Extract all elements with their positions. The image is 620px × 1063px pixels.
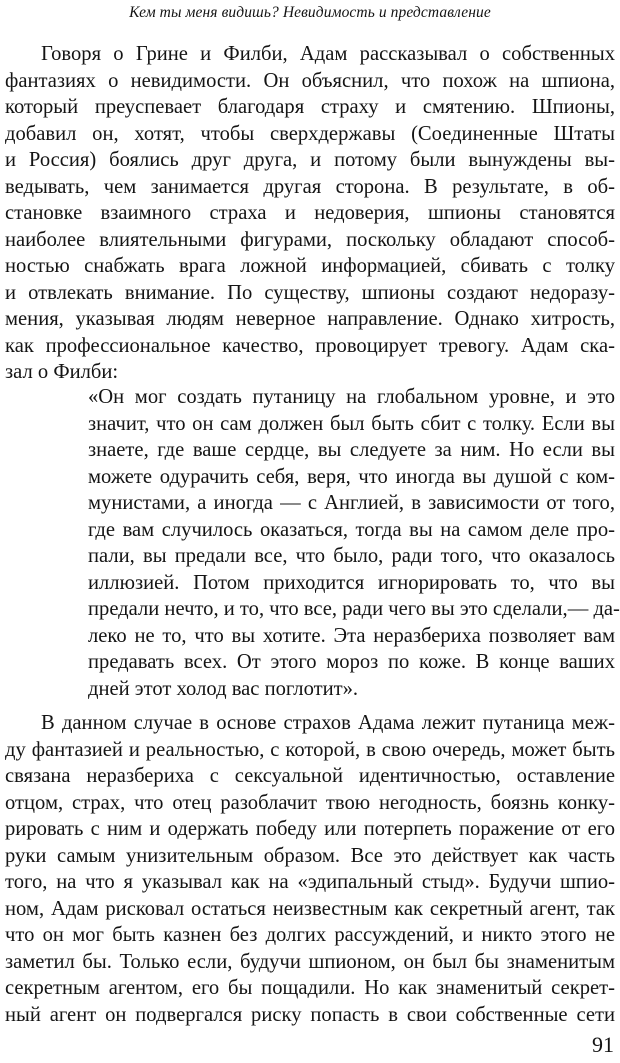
quote-line: предавать всех. От этого мороз по коже. В конце ваших <box>88 651 615 673</box>
quote-line: «Он мог создать путаницу на глобальном уровне, и это <box>88 386 615 408</box>
page-number: 91 <box>592 1032 614 1057</box>
text-line: и отвлекать внимание. По существу, шпионы создают недоразу- <box>5 281 615 304</box>
text-line: Говоря о Грине и Филби, Адам рассказывал о собственных <box>41 43 615 65</box>
text-line: наиболее влиятельными фигурами, поскольку обладают способ- <box>5 228 615 251</box>
text-line: как профессиональное качество, провоцирует тревогу. Адам ска- <box>5 334 615 357</box>
text-line: рировать с ним и одержать победу или потерпеть поражение от его <box>5 818 615 840</box>
text-line: который преуспевает благодаря страху и смятению. Шпионы, <box>5 96 615 118</box>
text-line: ду фантазией и реальностью, с которой, в свою очередь, может быть <box>5 738 615 761</box>
paragraph-1 <box>5 41 615 386</box>
text-line: ведывать, чем занимается другая сторона. В результате, в об- <box>5 175 615 198</box>
text-line: В данном случае в основе страхов Адама лежит путаница меж- <box>41 712 615 734</box>
text-line: ный агент он подвергался риску попасть в свои собственные сети <box>5 1003 615 1026</box>
paragraph-2 <box>5 710 615 1028</box>
text-line: секретным агентом, его бы пощадили. Но как знаменитый секрет- <box>5 977 615 999</box>
quote-line: мунистами, а иногда — с Англией, в зависимости от того, <box>88 492 615 514</box>
quote-line: знаете, где ваше сердце, вы следуете за ним. Но если вы <box>88 439 615 461</box>
quote-line: где вам случилось оказаться, тогда вы на самом деле про- <box>88 518 615 541</box>
quote-line: можете одурачить себя, веря, что иногда вы душой с ком- <box>88 465 615 488</box>
text-line: отцом, страх, что отец разоблачит твою негодность, боязнь конку- <box>5 791 615 814</box>
text-line: что он мог быть казнен без долгих рассуждений, и никто этого не <box>5 924 615 946</box>
text-line: заметил бы. Только если, будучи шпионом, он был бы знаменитым <box>5 950 615 973</box>
quote-line: дней этот холод вас поглотит». <box>88 677 359 700</box>
text-line: ном, Адам рисковал остаться неизвестным как секретный агент, так <box>5 897 615 920</box>
text-line: фантазиях о невидимости. Он объяснил, что похож на шпиона, <box>5 69 615 92</box>
quote-line: леко не то, что вы хотите. Эта неразбериха позволяет вам <box>88 624 615 647</box>
quote-line: значит, что он сам должен был быть сбит с толку. Если вы <box>88 412 615 435</box>
text-line: добавил он, хотят, чтобы сверхдержавы (Соединенные Штаты <box>5 122 615 145</box>
quote-line: иллюзией. Потом приходится игнорировать то, что вы <box>88 571 615 594</box>
block-quote <box>88 384 620 702</box>
text-line: руки самым унизительным образом. Все это действует как часть <box>5 844 615 867</box>
text-line: и Россия) боялись друг друга, и потому были вынуждены вы- <box>5 149 615 171</box>
text-line: зал о Филби: <box>5 361 119 383</box>
running-head: Кем ты меня видишь? Невидимость и представление <box>129 4 491 21</box>
text-line: мения, указывая людям неверное направление. Однако хитрость, <box>5 308 615 330</box>
text-line: того, на что я указывал как на «эдипальный стыд». Будучи шпио- <box>5 871 615 893</box>
text-line: ностью снабжать врага ложной информацией, сбивать с толку <box>5 255 615 277</box>
text-line: становке взаимного страха и недоверия, шпионы становятся <box>5 202 615 224</box>
text-line: связана неразбериха с сексуальной идентичностью, оставление <box>5 765 615 787</box>
quote-line: пали, вы предали все, что было, ради того, что оказалось <box>88 545 615 567</box>
quote-line: предали нечто, и то, что все, ради чего вы это сделали,— да- <box>88 598 620 620</box>
